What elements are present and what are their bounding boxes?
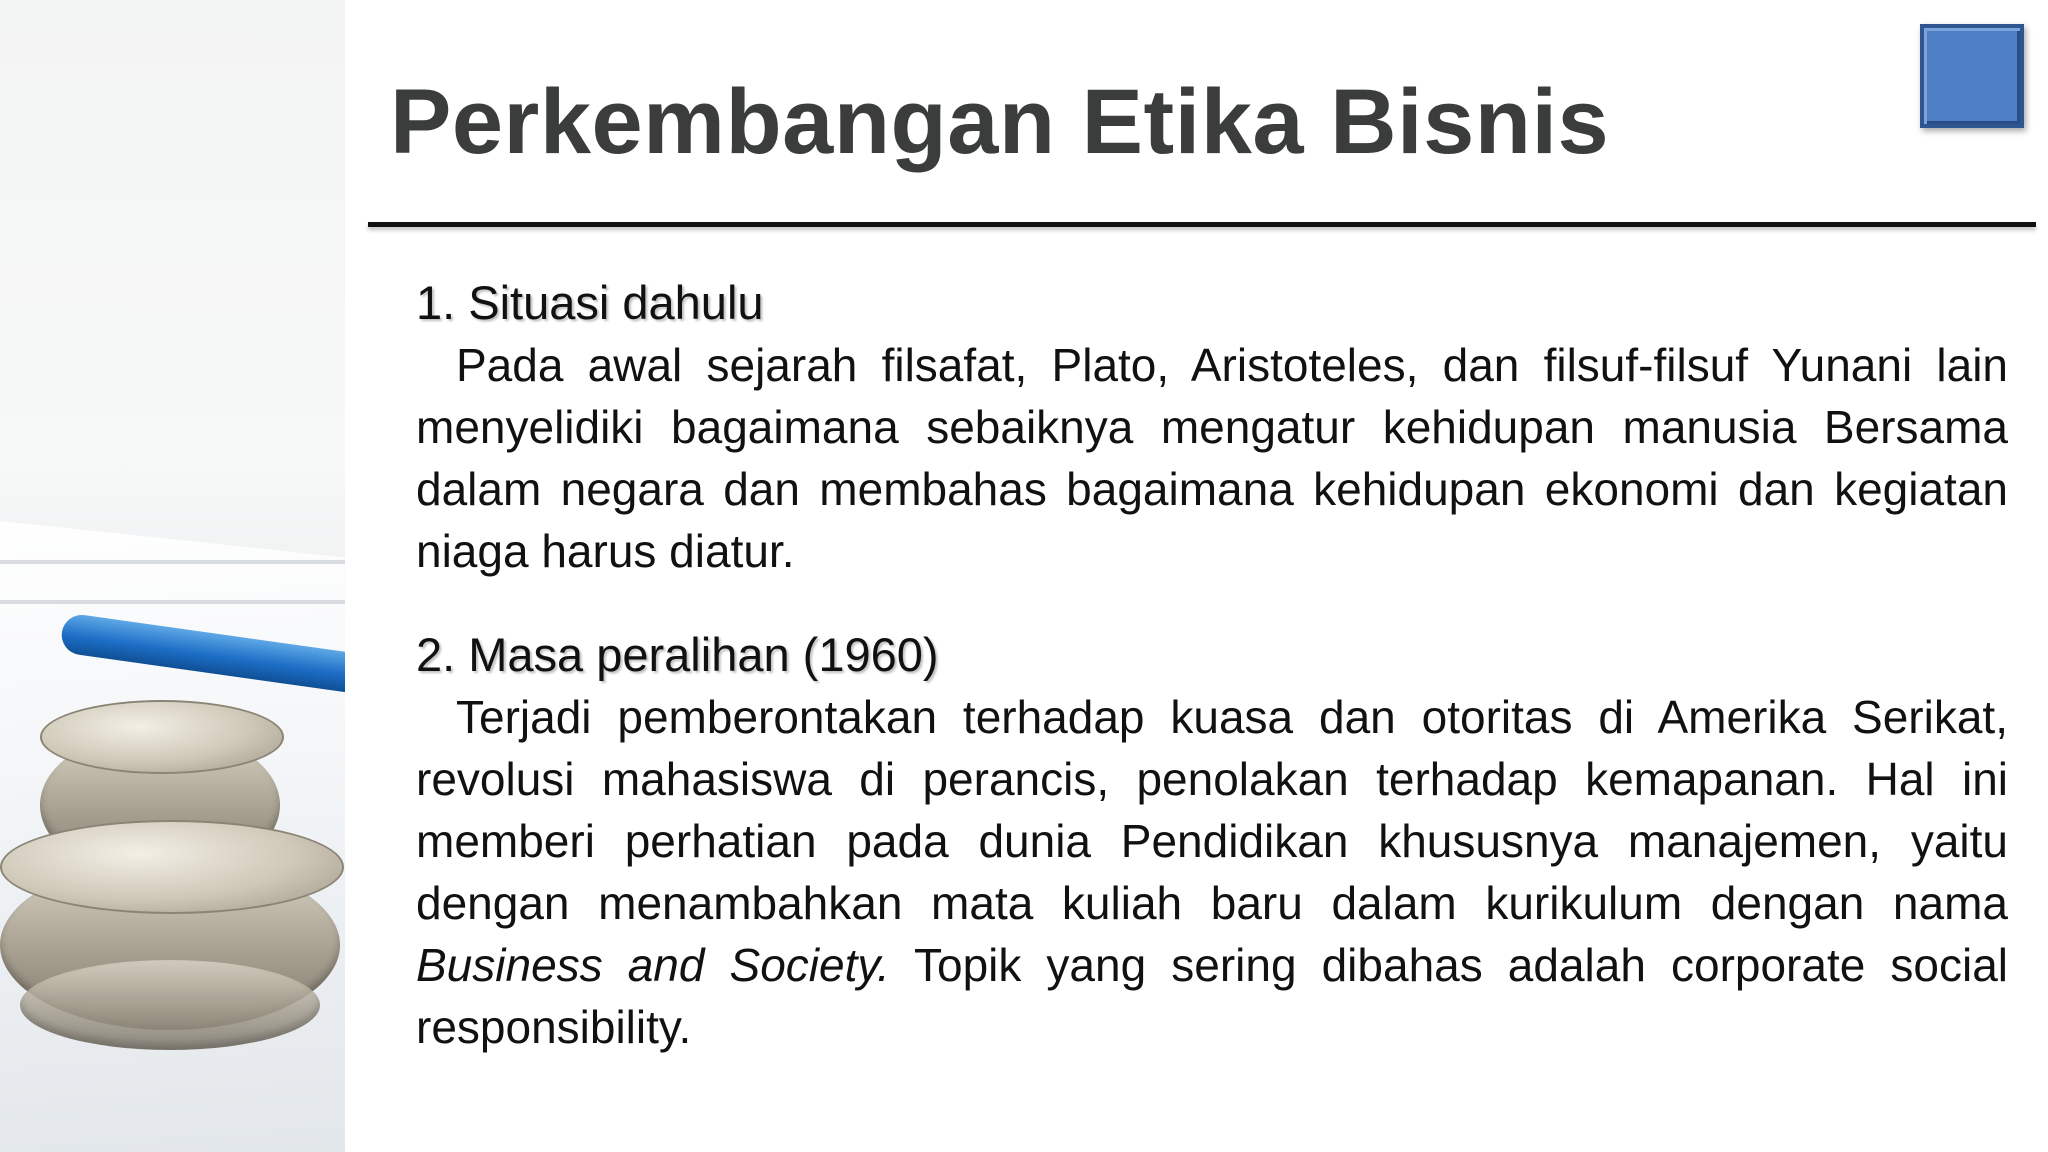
paragraph-2-emphasis: Business and Society. (416, 939, 890, 991)
coin-top-front (0, 820, 344, 914)
section-heading-2: 2. Masa peralihan (1960) (416, 628, 939, 681)
section-paragraph-2 (416, 686, 2008, 1058)
section-gap (416, 582, 2008, 624)
section-heading-1: 1. Situasi dahulu (416, 276, 764, 329)
coin-top-back (40, 700, 284, 774)
paragraph-2-text-after: Topik yang sering dibahas adalah corporate social responsibility. (416, 939, 2008, 1053)
slide-content (416, 272, 2008, 1058)
corner-square-button[interactable] (1920, 24, 2024, 128)
paper-line (0, 600, 345, 604)
slide-title: Perkembangan Etika Bisnis (390, 71, 1610, 173)
paragraph-2-text-before: Terjadi pemberontakan terhadap kuasa dan otoritas di Amerika Serikat, revolusi mahasiswa di perancis, penolakan terhadap kemapanan. Hal ini memberi perhatian pada dunia Pendidikan khususnya manajemen, yaitu dengan menambahkan mata kuliah baru dalam kurikulum dengan nama (416, 691, 2008, 929)
paper-line (0, 560, 345, 564)
section-paragraph-1: Pada awal sejarah filsafat, Plato, Aristoteles, dan filsuf-filsuf Yunani lain menyelidiki bagaimana sebaiknya mengatur kehidupan manusia Bersama dalam negara dan membahas bagaimana kehidupan ekonomi dan kegiatan niaga harus diatur. (416, 339, 2008, 577)
coins-photo (0, 0, 345, 1152)
title-divider (368, 222, 2036, 227)
coin-stack-base (20, 960, 320, 1050)
